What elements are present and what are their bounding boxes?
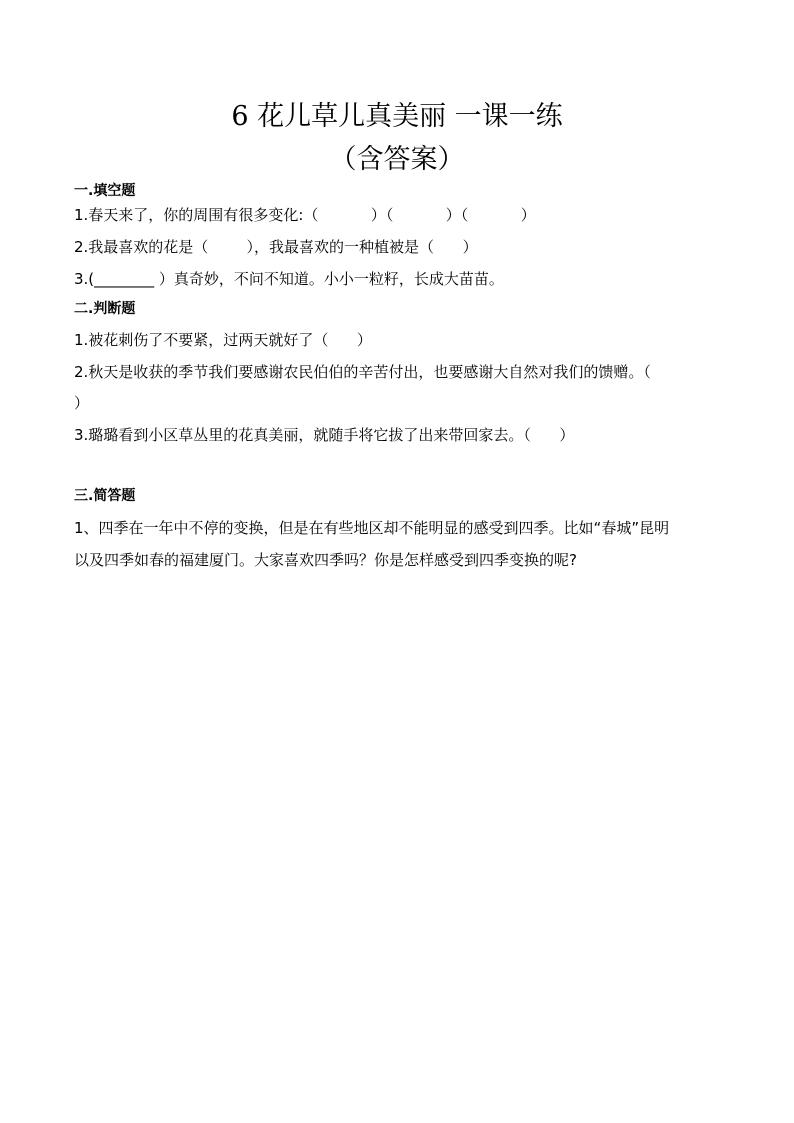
question-text: 1、四季在一年中不停的变换，但是在有些地区却不能明显的感受到四季。比如“春城”昆明 xyxy=(74,519,670,537)
question-text: 1.被花刺伤了不要紧，过两天就好了（ ） xyxy=(74,331,372,349)
page-subtitle: （含答案） xyxy=(329,144,465,175)
section-heading-short-answer: 三.简答题 xyxy=(74,488,136,504)
section-heading-fill-blank: 一.填空题 xyxy=(74,183,136,199)
page-title: 6 花儿草儿真美丽 一课一练 xyxy=(231,101,563,132)
question-text: 以及四季如春的福建厦门。大家喜欢四季吗？你是怎样感受到四季变换的呢? xyxy=(74,551,577,569)
question-text: 2.我最喜欢的花是（ ），我最喜欢的一种植被是（ ） xyxy=(74,238,478,256)
question-text: 2.秋天是收获的季节我们要感谢农民伯伯的辛苦付出，也要感谢大自然对我们的馈赠。（ xyxy=(74,363,651,381)
question-text: 3.(________ ）真奇妙，不问不知道。小小一粒籽，长成大苗苗。 xyxy=(74,270,504,288)
section-heading-true-false: 二.判断题 xyxy=(74,301,136,317)
question-text: 1.春天来了，你的周围有很多变化:（ ）（ ）（ ） xyxy=(74,206,536,224)
question-text: ） xyxy=(74,394,90,412)
question-text: 3.璐璐看到小区草丛里的花真美丽，就随手将它拔了出来带回家去。（ ） xyxy=(74,426,575,444)
